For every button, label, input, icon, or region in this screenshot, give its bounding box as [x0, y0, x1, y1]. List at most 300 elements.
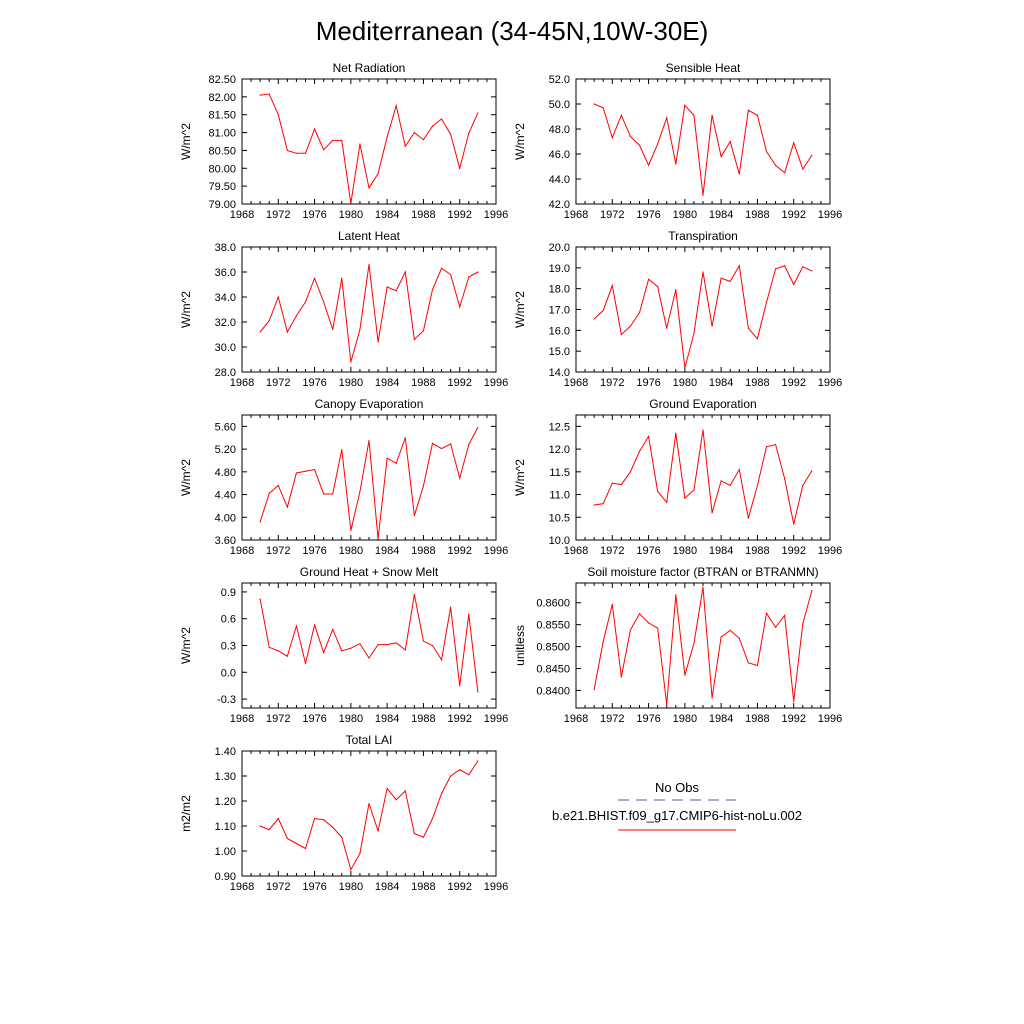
- data-point: [666, 328, 667, 329]
- data-point: [450, 443, 451, 444]
- data-point: [468, 133, 469, 134]
- y-axis-label: W/m^2: [179, 459, 193, 496]
- data-point: [377, 341, 378, 342]
- data-point: [278, 818, 279, 819]
- data-point: [305, 471, 306, 472]
- data-point: [684, 105, 685, 106]
- data-point: [730, 630, 731, 631]
- y-tick-label: 81.00: [208, 127, 236, 140]
- data-point: [793, 701, 794, 702]
- y-tick-label: -0.3: [217, 694, 236, 707]
- data-point: [387, 458, 388, 459]
- data-point: [630, 136, 631, 137]
- y-tick-label: 16.0: [548, 325, 570, 338]
- y-tick-label: 0.8600: [536, 597, 570, 610]
- data-point: [693, 333, 694, 334]
- x-tick-label: 1988: [411, 881, 436, 893]
- data-point: [396, 799, 397, 800]
- data-point: [648, 165, 649, 166]
- data-point: [305, 301, 306, 302]
- x-tick-label: 1996: [483, 209, 509, 221]
- y-tick-label: 11.5: [549, 466, 570, 479]
- panel-title: Ground Evaporation: [649, 397, 757, 411]
- data-point: [802, 485, 803, 486]
- data-point: [260, 521, 261, 522]
- x-tick-label: 1976: [636, 377, 661, 389]
- data-point: [693, 115, 694, 116]
- data-point: [811, 470, 812, 471]
- x-tick-label: 1976: [636, 209, 661, 221]
- data-point: [766, 446, 767, 447]
- data-point: [350, 530, 351, 531]
- y-tick-label: 50.0: [548, 99, 570, 111]
- data-point: [414, 833, 415, 834]
- data-point: [711, 512, 712, 513]
- data-point: [269, 93, 270, 94]
- data-point: [269, 647, 270, 648]
- figure-title: Mediterranean (34-45N,10W-30E): [315, 16, 709, 46]
- x-tick-label: 1996: [817, 377, 843, 389]
- panel-title: Ground Heat + Snow Melt: [299, 565, 439, 579]
- data-point: [775, 268, 776, 269]
- x-tick-label: 1992: [447, 713, 472, 725]
- data-point: [396, 290, 397, 291]
- data-point: [350, 648, 351, 649]
- x-tick-label: 1968: [563, 377, 589, 389]
- data-point: [387, 788, 388, 789]
- data-point: [296, 472, 297, 473]
- x-tick-label: 1976: [302, 545, 327, 557]
- panel-title: Transpiration: [668, 229, 738, 243]
- data-point: [450, 274, 451, 275]
- data-point: [341, 650, 342, 651]
- legend-obs-label: No Obs: [654, 780, 700, 795]
- panel-title: Net Radiation: [332, 61, 406, 75]
- data-point: [423, 837, 424, 838]
- data-point: [811, 270, 812, 271]
- data-point: [459, 477, 460, 478]
- data-point: [423, 640, 424, 641]
- x-tick-label: 1980: [672, 209, 698, 221]
- data-point: [423, 139, 424, 140]
- data-point: [350, 203, 351, 204]
- data-point: [332, 140, 333, 141]
- y-axis-label: W/m^2: [179, 291, 193, 328]
- data-point: [684, 675, 685, 676]
- data-point: [711, 697, 712, 698]
- x-tick-label: 1988: [411, 209, 436, 221]
- data-point: [477, 760, 478, 761]
- data-point: [739, 265, 740, 266]
- data-point: [621, 676, 622, 677]
- data-point: [377, 830, 378, 831]
- data-point: [757, 115, 758, 116]
- x-tick-label: 1980: [338, 713, 364, 725]
- y-axis-label: unitless: [513, 625, 527, 666]
- y-tick-label: 36.0: [214, 267, 236, 279]
- x-tick-label: 1992: [447, 881, 472, 893]
- data-point: [341, 278, 342, 279]
- x-tick-label: 1968: [229, 377, 255, 389]
- data-point: [784, 478, 785, 479]
- x-tick-label: 1968: [563, 209, 589, 221]
- y-tick-label: 1.20: [214, 796, 236, 808]
- data-point: [612, 604, 613, 605]
- data-point: [377, 173, 378, 174]
- y-tick-label: 34.0: [214, 292, 236, 304]
- data-point: [766, 613, 767, 614]
- data-point: [305, 663, 306, 664]
- x-tick-label: 1992: [447, 209, 472, 221]
- data-point: [621, 115, 622, 116]
- data-point: [468, 276, 469, 277]
- x-tick-label: 1988: [745, 545, 770, 557]
- data-point: [757, 338, 758, 339]
- data-point: [657, 286, 658, 287]
- data-point: [323, 493, 324, 494]
- y-tick-label: 0.8500: [536, 641, 570, 654]
- data-point: [368, 657, 369, 658]
- data-point: [441, 448, 442, 449]
- data-point: [441, 118, 442, 119]
- data-point: [594, 103, 595, 104]
- x-tick-label: 1984: [374, 545, 400, 557]
- data-point: [396, 642, 397, 643]
- data-point: [332, 827, 333, 828]
- x-tick-label: 1988: [411, 713, 436, 725]
- data-point: [359, 143, 360, 144]
- data-point: [477, 112, 478, 113]
- data-point: [414, 515, 415, 516]
- x-tick-label: 1992: [781, 209, 806, 221]
- data-point: [666, 502, 667, 503]
- x-tick-label: 1968: [229, 209, 255, 221]
- data-point: [675, 289, 676, 290]
- data-point: [675, 163, 676, 164]
- data-point: [477, 691, 478, 692]
- x-tick-label: 1996: [817, 209, 843, 221]
- data-point: [775, 444, 776, 445]
- y-tick-label: 0.8450: [536, 663, 570, 676]
- data-point: [693, 643, 694, 644]
- data-point: [350, 361, 351, 362]
- y-tick-label: 0.3: [220, 640, 236, 653]
- data-point: [721, 636, 722, 637]
- y-tick-label: 19.0: [548, 262, 570, 275]
- x-tick-label: 1968: [563, 713, 589, 725]
- y-tick-label: 1.40: [214, 746, 236, 758]
- data-point: [748, 518, 749, 519]
- x-tick-label: 1976: [636, 713, 661, 725]
- data-point: [260, 331, 261, 332]
- data-point: [639, 613, 640, 614]
- data-point: [278, 650, 279, 651]
- x-tick-label: 1996: [817, 545, 843, 557]
- y-tick-label: 15.0: [548, 346, 570, 359]
- data-point: [721, 278, 722, 279]
- data-point: [621, 334, 622, 335]
- data-point: [323, 652, 324, 653]
- data-point: [784, 172, 785, 173]
- data-point: [332, 329, 333, 330]
- panel-title: Soil moisture factor (BTRAN or BTRANMN): [587, 565, 819, 579]
- data-point: [766, 302, 767, 303]
- x-tick-label: 1980: [338, 377, 364, 389]
- x-tick-label: 1988: [745, 713, 770, 725]
- data-point: [594, 504, 595, 505]
- data-point: [468, 614, 469, 615]
- x-tick-label: 1980: [338, 545, 364, 557]
- data-point: [603, 310, 604, 311]
- x-tick-label: 1984: [374, 377, 400, 389]
- x-tick-label: 1972: [266, 713, 291, 725]
- y-tick-label: 1.10: [214, 821, 236, 833]
- y-tick-label: 0.6: [220, 613, 236, 626]
- data-point: [459, 769, 460, 770]
- data-point: [477, 427, 478, 428]
- y-tick-label: 44.0: [548, 174, 570, 186]
- data-point: [278, 296, 279, 297]
- data-point: [441, 268, 442, 269]
- data-point: [441, 793, 442, 794]
- data-point: [269, 320, 270, 321]
- y-axis-label: W/m^2: [513, 459, 527, 496]
- x-tick-label: 1984: [708, 713, 734, 725]
- data-point: [405, 649, 406, 650]
- x-tick-label: 1976: [302, 713, 327, 725]
- data-point: [748, 328, 749, 329]
- y-tick-label: 5.20: [214, 444, 236, 457]
- y-tick-label: 0.90: [214, 871, 236, 883]
- panel-title: Total LAI: [345, 733, 393, 747]
- y-tick-label: 4.80: [214, 466, 236, 479]
- data-point: [377, 538, 378, 539]
- data-point: [721, 156, 722, 157]
- y-axis-label: W/m^2: [513, 291, 527, 328]
- data-point: [278, 114, 279, 115]
- data-point: [639, 145, 640, 146]
- x-tick-label: 1980: [672, 713, 698, 725]
- data-point: [793, 142, 794, 143]
- x-tick-label: 1972: [600, 377, 625, 389]
- data-point: [278, 485, 279, 486]
- data-point: [811, 155, 812, 156]
- data-point: [287, 656, 288, 657]
- x-tick-label: 1972: [600, 713, 625, 725]
- data-point: [287, 506, 288, 507]
- x-tick-label: 1992: [781, 377, 806, 389]
- data-point: [639, 451, 640, 452]
- panel-title: Canopy Evaporation: [314, 397, 424, 411]
- x-tick-label: 1972: [600, 209, 625, 221]
- data-point: [341, 837, 342, 838]
- y-tick-label: 80.00: [208, 163, 236, 176]
- y-tick-label: 10.5: [548, 512, 570, 525]
- x-tick-label: 1976: [302, 209, 327, 221]
- data-point: [387, 286, 388, 287]
- y-tick-label: 12.0: [548, 444, 570, 457]
- data-point: [287, 331, 288, 332]
- data-point: [612, 137, 613, 138]
- data-point: [432, 818, 433, 819]
- data-point: [702, 271, 703, 272]
- y-tick-label: 20.0: [548, 242, 570, 254]
- data-point: [323, 301, 324, 302]
- data-point: [702, 587, 703, 588]
- data-point: [432, 645, 433, 646]
- y-tick-label: 42.0: [548, 199, 570, 211]
- data-point: [332, 629, 333, 630]
- x-tick-label: 1980: [672, 545, 698, 557]
- y-axis-label: m2/m2: [179, 795, 193, 832]
- y-tick-label: 32.0: [214, 317, 236, 329]
- data-point: [368, 440, 369, 441]
- data-point: [630, 326, 631, 327]
- data-point: [630, 471, 631, 472]
- data-point: [711, 326, 712, 327]
- x-tick-label: 1996: [483, 377, 509, 389]
- data-point: [468, 444, 469, 445]
- x-tick-label: 1984: [374, 713, 400, 725]
- data-point: [314, 128, 315, 129]
- x-tick-label: 1980: [672, 377, 698, 389]
- y-tick-label: 12.5: [548, 421, 570, 434]
- data-point: [450, 134, 451, 135]
- data-point: [296, 625, 297, 626]
- data-point: [450, 775, 451, 776]
- x-tick-label: 1984: [708, 545, 734, 557]
- data-point: [702, 195, 703, 196]
- x-tick-label: 1988: [411, 545, 436, 557]
- legend-model-label: b.e21.BHIST.f09_g17.CMIP6-hist-noLu.002: [551, 808, 803, 823]
- data-point: [450, 607, 451, 608]
- x-tick-label: 1996: [483, 713, 509, 725]
- data-point: [748, 110, 749, 111]
- data-point: [648, 622, 649, 623]
- y-tick-label: 79.50: [208, 181, 236, 194]
- data-point: [323, 149, 324, 150]
- x-tick-label: 1996: [483, 545, 509, 557]
- data-point: [666, 704, 667, 705]
- y-tick-label: 17.0: [548, 304, 570, 317]
- data-point: [314, 469, 315, 470]
- y-tick-label: 28.0: [214, 367, 236, 379]
- data-point: [657, 491, 658, 492]
- data-point: [802, 266, 803, 267]
- y-axis-label: W/m^2: [179, 627, 193, 664]
- data-point: [612, 483, 613, 484]
- data-point: [603, 107, 604, 108]
- data-point: [594, 318, 595, 319]
- data-point: [766, 151, 767, 152]
- x-tick-label: 1984: [708, 377, 734, 389]
- data-point: [730, 281, 731, 282]
- data-point: [405, 271, 406, 272]
- x-tick-label: 1972: [266, 545, 291, 557]
- y-tick-label: 4.00: [214, 512, 236, 525]
- y-axis-label: W/m^2: [513, 123, 527, 160]
- data-point: [748, 662, 749, 663]
- data-point: [314, 624, 315, 625]
- x-tick-label: 1992: [447, 545, 472, 557]
- y-tick-label: 82.00: [208, 91, 236, 104]
- data-point: [296, 153, 297, 154]
- data-point: [757, 665, 758, 666]
- y-tick-label: 0.8550: [536, 619, 570, 632]
- data-point: [802, 623, 803, 624]
- data-point: [377, 644, 378, 645]
- y-tick-label: 3.60: [214, 535, 236, 547]
- data-point: [387, 136, 388, 137]
- data-point: [287, 838, 288, 839]
- data-point: [477, 271, 478, 272]
- x-tick-label: 1988: [411, 377, 436, 389]
- data-point: [432, 443, 433, 444]
- x-tick-label: 1984: [374, 881, 400, 893]
- data-point: [657, 143, 658, 144]
- data-point: [441, 659, 442, 660]
- y-axis-label: W/m^2: [179, 123, 193, 160]
- data-point: [730, 485, 731, 486]
- data-point: [368, 187, 369, 188]
- data-point: [296, 315, 297, 316]
- data-point: [269, 493, 270, 494]
- data-point: [305, 848, 306, 849]
- data-point: [684, 367, 685, 368]
- data-point: [459, 306, 460, 307]
- data-point: [296, 843, 297, 844]
- data-point: [603, 503, 604, 504]
- x-tick-label: 1972: [266, 377, 291, 389]
- data-point: [287, 150, 288, 151]
- data-point: [793, 284, 794, 285]
- data-point: [423, 330, 424, 331]
- x-tick-label: 1996: [483, 881, 509, 893]
- data-point: [675, 433, 676, 434]
- y-tick-label: 81.50: [208, 109, 236, 122]
- y-tick-label: 38.0: [214, 242, 236, 254]
- x-tick-label: 1984: [374, 209, 400, 221]
- y-tick-label: 10.0: [548, 535, 570, 547]
- data-point: [314, 278, 315, 279]
- y-tick-label: 0.9: [220, 586, 236, 599]
- data-point: [630, 629, 631, 630]
- data-point: [739, 638, 740, 639]
- x-tick-label: 1988: [745, 377, 770, 389]
- y-tick-label: 46.0: [548, 149, 570, 161]
- y-tick-label: 5.60: [214, 421, 236, 434]
- data-point: [648, 279, 649, 280]
- data-point: [675, 594, 676, 595]
- data-point: [684, 498, 685, 499]
- data-point: [594, 689, 595, 690]
- y-tick-label: 30.0: [214, 342, 236, 354]
- x-tick-label: 1980: [338, 209, 364, 221]
- data-point: [739, 173, 740, 174]
- data-point: [368, 803, 369, 804]
- data-point: [702, 429, 703, 430]
- data-point: [269, 829, 270, 830]
- panel-title: Sensible Heat: [665, 61, 741, 75]
- data-point: [784, 615, 785, 616]
- x-tick-label: 1972: [266, 881, 291, 893]
- data-point: [811, 590, 812, 591]
- data-point: [414, 132, 415, 133]
- data-point: [396, 105, 397, 106]
- x-tick-label: 1980: [338, 881, 364, 893]
- y-tick-label: 52.0: [548, 74, 570, 86]
- data-point: [775, 627, 776, 628]
